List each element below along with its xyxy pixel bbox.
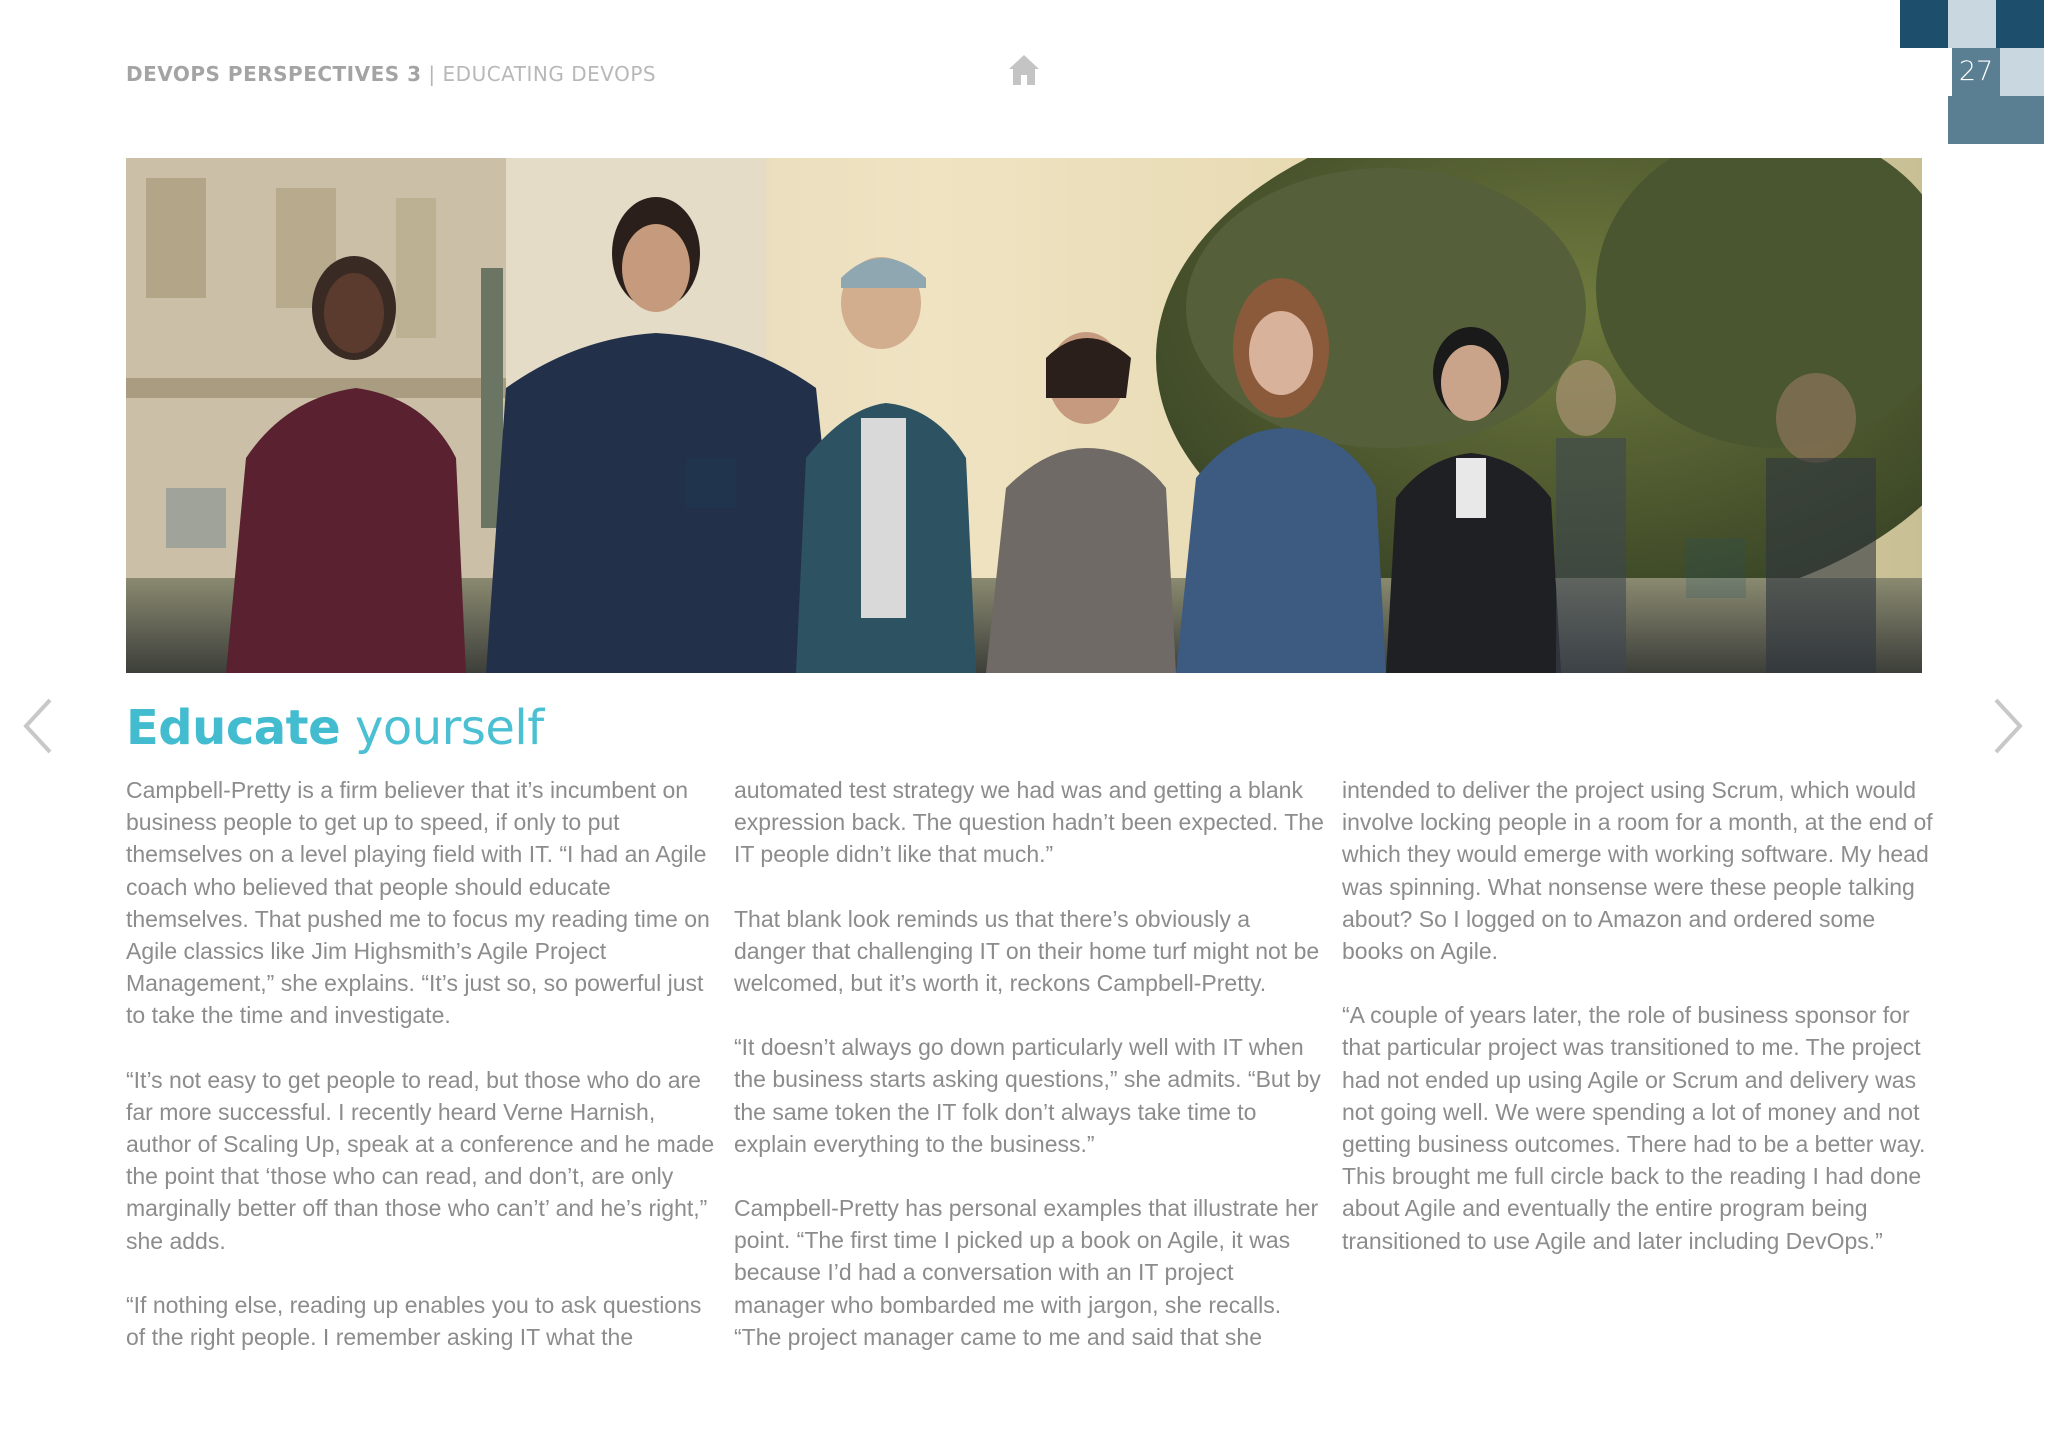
page-number: 27 — [1952, 48, 2000, 96]
heading-light: yourself — [354, 700, 544, 756]
paragraph: “It’s not easy to get people to read, but those who do are far more successful. I recently heard Verne Harnish, author of Scaling Up, speak at a conference and he made the point that ‘those who can read, and don’t, are only marginally better off than those who can’t’ and he’s right,” she adds. — [126, 1066, 715, 1254]
article-column-1 — [126, 774, 718, 1385]
paragraph: That blank look reminds us that there’s obviously a danger that challenging IT on their home turf might not be welcomed, but it’s worth it, reckons Campbell-Pretty. — [734, 905, 1320, 997]
mosaic-tile — [1948, 0, 1996, 48]
chevron-right-icon[interactable] — [1988, 694, 2028, 758]
mosaic-tile — [1948, 96, 1996, 144]
header-separator: | — [428, 62, 436, 86]
article-column-2 — [734, 774, 1326, 1385]
mosaic-tile — [1996, 48, 2044, 96]
mosaic-tile — [1996, 0, 2044, 48]
home-icon[interactable] — [1006, 52, 1042, 88]
hero-photo — [126, 158, 1922, 673]
heading-bold: Educate — [126, 700, 341, 756]
article-column-3 — [1342, 774, 1934, 1289]
mosaic-tile — [1900, 0, 1948, 48]
chevron-left-icon[interactable] — [18, 694, 58, 758]
paragraph: “If nothing else, reading up enables you to ask questions of the right people. I remember asking IT what the — [126, 1291, 702, 1351]
paragraph: “It doesn’t always go down particularly well with IT when the business starts asking questions,” she admits. “But by the same token the IT folk don’t always take time to explain everything to the business.” — [734, 1034, 1321, 1157]
section-title: EDUCATING DEVOPS — [442, 62, 657, 86]
paragraph: intended to deliver the project using Scrum, which would involve locking people in a room for a month, at the end of which they would emerge with working software. My head was spinning. What nonsense were these people talking about? So I logged on to Amazon and ordered some books on Agile. — [1342, 777, 1933, 965]
publication-title: DEVOPS PERSPECTIVES 3 — [126, 62, 422, 86]
paragraph: Campbell-Pretty is a firm believer that it’s incumbent on business people to get up to speed, if only to put themselves on a level playing field with IT. “I had an Agile coach who believed that people should educate themselves. That pushed me to focus my reading time on Agile classics like Jim Highsmith’s Agile Project Management,” she explains. “It’s just so, so powerful just to take the time and investigate. — [126, 777, 710, 1029]
paragraph: Campbell-Pretty has personal examples that illustrate her point. “The first time I picked up a book on Agile, it was because I’d had a conversation with an IT project manager who bombarded me with jargon, she recalls. “The project manager came to me and said that she — [734, 1195, 1319, 1350]
mosaic-tile — [1996, 96, 2044, 144]
paragraph: automated test strategy we had was and getting a blank expression back. The question hadn’t been expected. The IT people didn’t like that much.” — [734, 777, 1324, 868]
paragraph: “A couple of years later, the role of business sponsor for that particular project was transitioned to me. The project had not ended up using Agile or Scrum and delivery was not going well. We were spending a lot of money and not getting business outcomes. There had to be a better way. This brought me full circle back to the reading I had done about Agile and eventually the entire program being transitioned to use Agile and later including DevOps.” — [1342, 1002, 1926, 1254]
running-header — [126, 62, 656, 86]
article-heading — [126, 700, 544, 756]
